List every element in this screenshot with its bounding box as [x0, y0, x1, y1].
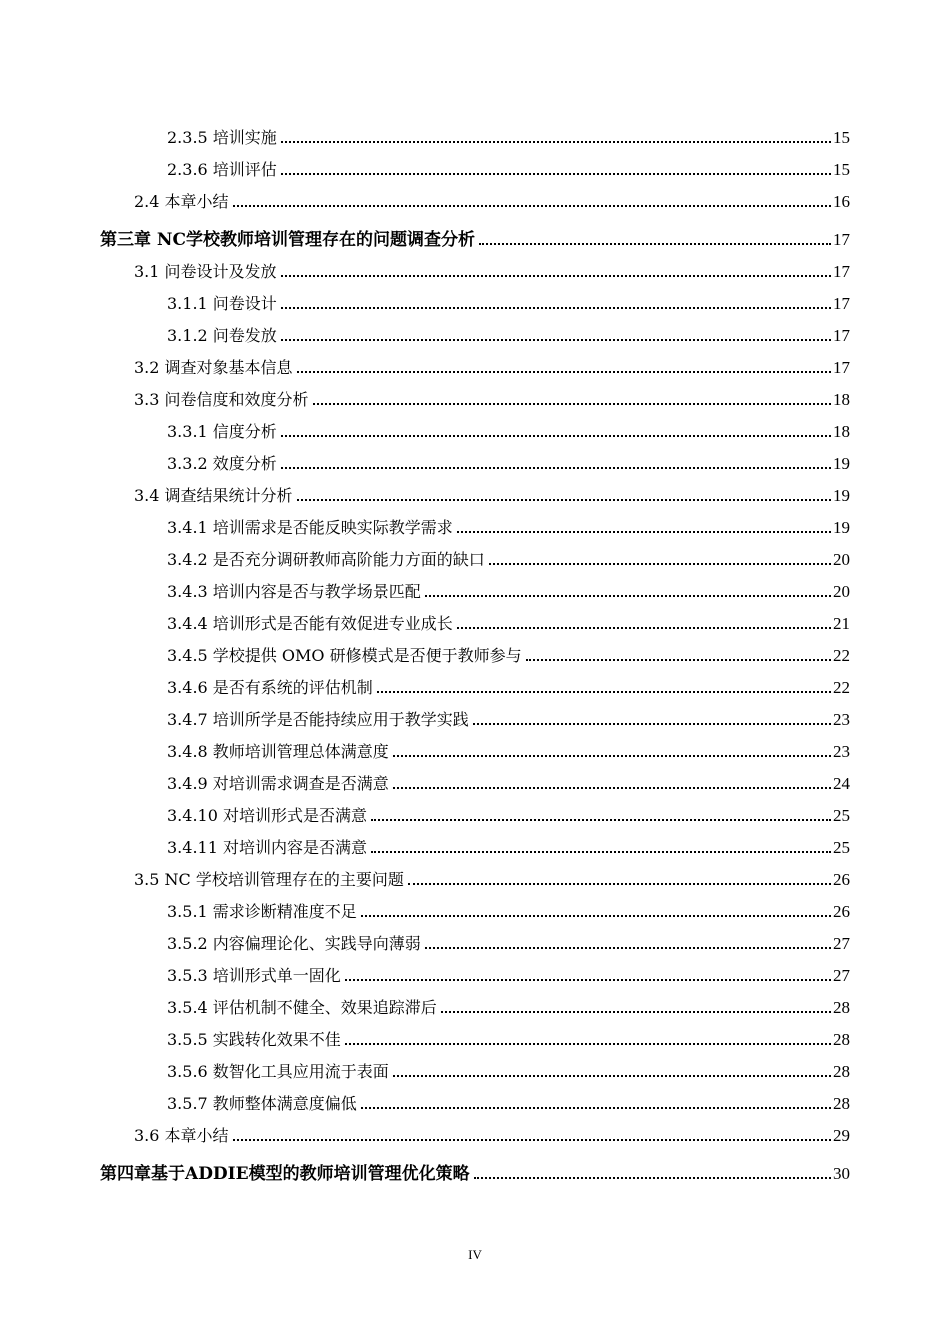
toc-entry-label: 3.3.1 信度分析	[167, 422, 277, 441]
toc-entry[interactable]	[134, 252, 850, 282]
toc-entry-label: 3.5.5 实践转化效果不佳	[167, 1030, 341, 1049]
dot-leader	[233, 205, 831, 207]
dot-leader	[371, 851, 831, 853]
toc-entry[interactable]	[167, 284, 850, 314]
toc-entry-label: 第四章基于ADDIE模型的教师培训管理优化策略	[100, 1164, 470, 1184]
toc-entry[interactable]	[134, 1116, 850, 1146]
dot-leader	[473, 723, 831, 725]
toc-page-number: 16	[833, 192, 850, 211]
toc-page-number: 22	[833, 646, 850, 665]
dot-leader	[457, 531, 831, 533]
dot-leader	[281, 339, 831, 341]
toc-entry[interactable]	[167, 892, 850, 922]
toc-entry[interactable]	[167, 924, 850, 954]
toc-entry-label: 3.4.7 培训所学是否能持续应用于教学实践	[167, 710, 469, 729]
toc-entry-label: 3.3 问卷信度和效度分析	[134, 390, 309, 409]
toc-entry-label: 3.4.9 对培训需求调查是否满意	[167, 774, 389, 793]
dot-leader	[377, 691, 831, 693]
toc-entry[interactable]	[167, 1052, 850, 1082]
dot-leader	[281, 467, 831, 469]
toc-page-number: 28	[833, 1094, 850, 1113]
toc-page-number: 29	[833, 1126, 850, 1145]
toc-entry[interactable]	[167, 668, 850, 698]
dot-leader	[345, 979, 831, 981]
toc-page-number: 24	[833, 774, 850, 793]
dot-leader	[281, 435, 831, 437]
toc-page-number: 18	[833, 390, 850, 409]
toc-entry[interactable]	[134, 860, 850, 890]
toc-entry-label: 2.4 本章小结	[134, 192, 229, 211]
toc-entry[interactable]	[167, 540, 850, 570]
toc-entry-label: 2.3.6 培训评估	[167, 160, 277, 179]
toc-chapter-entry[interactable]	[100, 1154, 850, 1184]
dot-leader	[479, 243, 831, 245]
toc-entry[interactable]	[167, 118, 850, 148]
toc-page-number: 17	[833, 326, 850, 345]
dot-leader	[345, 1043, 831, 1045]
toc-entry[interactable]	[167, 444, 850, 474]
toc-entry-label: 3.4.11 对培训内容是否满意	[167, 838, 367, 857]
dot-leader	[474, 1177, 831, 1179]
toc-page-number: 17	[833, 294, 850, 313]
toc-page-number: 25	[833, 806, 850, 825]
toc-page-number: 17	[833, 230, 850, 249]
toc-entry[interactable]	[167, 636, 850, 666]
dot-leader	[281, 275, 831, 277]
toc-entry[interactable]	[167, 732, 850, 762]
toc-page-number: 21	[833, 614, 850, 633]
toc-entry[interactable]	[134, 182, 850, 212]
toc-entry-label: 3.5.6 数智化工具应用流于表面	[167, 1062, 389, 1081]
toc-page-number: 15	[833, 128, 850, 147]
toc-entry-label: 3.1 问卷设计及发放	[134, 262, 277, 281]
toc-entry[interactable]	[134, 348, 850, 378]
toc-entry[interactable]	[167, 828, 850, 858]
dot-leader	[425, 947, 831, 949]
toc-entry-label: 3.1.2 问卷发放	[167, 326, 277, 345]
toc-page-number: 23	[833, 710, 850, 729]
toc-page-number: 27	[833, 966, 850, 985]
toc-entry-label: 第三章 NC学校教师培训管理存在的问题调查分析	[100, 230, 475, 250]
toc-entry[interactable]	[167, 150, 850, 180]
toc-page-number: 20	[833, 582, 850, 601]
toc-entry-label: 2.3.5 培训实施	[167, 128, 277, 147]
toc-entry[interactable]	[167, 572, 850, 602]
toc-entry[interactable]	[167, 508, 850, 538]
dot-leader	[441, 1011, 831, 1013]
toc-entry-label: 3.4.5 学校提供 OMO 研修模式是否便于教师参与	[167, 646, 522, 665]
toc-entry[interactable]	[167, 316, 850, 346]
toc-entry-label: 3.5 NC 学校培训管理存在的主要问题	[134, 870, 404, 889]
dot-leader	[393, 787, 831, 789]
toc-entry[interactable]	[167, 956, 850, 986]
toc-entry[interactable]	[167, 764, 850, 794]
toc-page-number: 26	[833, 870, 850, 889]
toc-entry[interactable]	[167, 700, 850, 730]
toc-page-number: 20	[833, 550, 850, 569]
toc-page-number: 27	[833, 934, 850, 953]
toc-page-number: 28	[833, 1062, 850, 1081]
toc-entry-label: 3.4.3 培训内容是否与教学场景匹配	[167, 582, 421, 601]
toc-page-number: 28	[833, 1030, 850, 1049]
toc-entry[interactable]	[167, 988, 850, 1018]
toc-page-number: 19	[833, 454, 850, 473]
toc-entry-label: 3.6 本章小结	[134, 1126, 229, 1145]
toc-page-number: 18	[833, 422, 850, 441]
dot-leader	[361, 1107, 831, 1109]
dot-leader	[393, 1075, 831, 1077]
dot-leader	[457, 627, 831, 629]
toc-entry-label: 3.1.1 问卷设计	[167, 294, 277, 313]
dot-leader	[281, 141, 831, 143]
dot-leader	[526, 659, 831, 661]
toc-entry[interactable]	[167, 1020, 850, 1050]
toc-entry-label: 3.4.4 培训形式是否能有效促进专业成长	[167, 614, 453, 633]
toc-entry[interactable]	[134, 476, 850, 506]
toc-entry-label: 3.5.1 需求诊断精准度不足	[167, 902, 357, 921]
dot-leader	[281, 173, 831, 175]
toc-page-number: 26	[833, 902, 850, 921]
toc-entry-label: 3.4.8 教师培训管理总体满意度	[167, 742, 389, 761]
toc-page-number: 19	[833, 518, 850, 537]
dot-leader	[297, 371, 831, 373]
dot-leader	[297, 499, 831, 501]
toc-entry[interactable]	[167, 1084, 850, 1114]
dot-leader	[425, 595, 831, 597]
dot-leader	[281, 307, 831, 309]
dot-leader	[371, 819, 831, 821]
dot-leader	[489, 563, 831, 565]
toc-entry-label: 3.5.7 教师整体满意度偏低	[167, 1094, 357, 1113]
toc-entry-label: 3.4.2 是否充分调研教师高阶能力方面的缺口	[167, 550, 485, 569]
toc-entry-label: 3.3.2 效度分析	[167, 454, 277, 473]
toc-page-number: 15	[833, 160, 850, 179]
toc-page-number: 19	[833, 486, 850, 505]
dot-leader	[313, 403, 831, 405]
toc-entry[interactable]	[167, 604, 850, 634]
dot-leader	[393, 755, 831, 757]
toc-entry-label: 3.4 调查结果统计分析	[134, 486, 293, 505]
dot-leader	[408, 883, 831, 885]
toc-page-number: 17	[833, 262, 850, 281]
toc-page-number: 22	[833, 678, 850, 697]
toc-entry[interactable]	[167, 412, 850, 442]
toc-entry-label: 3.5.4 评估机制不健全、效果追踪滞后	[167, 998, 437, 1017]
toc-entry-label: 3.4.1 培训需求是否能反映实际教学需求	[167, 518, 453, 537]
toc-entry[interactable]	[134, 380, 850, 410]
toc-chapter-entry[interactable]	[100, 220, 850, 250]
toc-page-number: 17	[833, 358, 850, 377]
toc-entry-label: 3.5.3 培训形式单一固化	[167, 966, 341, 985]
toc-entry-label: 3.4.10 对培训形式是否满意	[167, 806, 367, 825]
toc-entry-label: 3.2 调查对象基本信息	[134, 358, 293, 377]
dot-leader	[361, 915, 831, 917]
toc-entry-label: 3.5.2 内容偏理论化、实践导向薄弱	[167, 934, 421, 953]
toc-page-number: 25	[833, 838, 850, 857]
toc-entry-label: 3.4.6 是否有系统的评估机制	[167, 678, 373, 697]
page-number: IV	[468, 1247, 482, 1262]
dot-leader	[233, 1139, 831, 1141]
toc-page-number: 28	[833, 998, 850, 1017]
toc-entry[interactable]	[167, 796, 850, 826]
toc-page-number: 23	[833, 742, 850, 761]
toc-page-number: 30	[833, 1164, 850, 1183]
